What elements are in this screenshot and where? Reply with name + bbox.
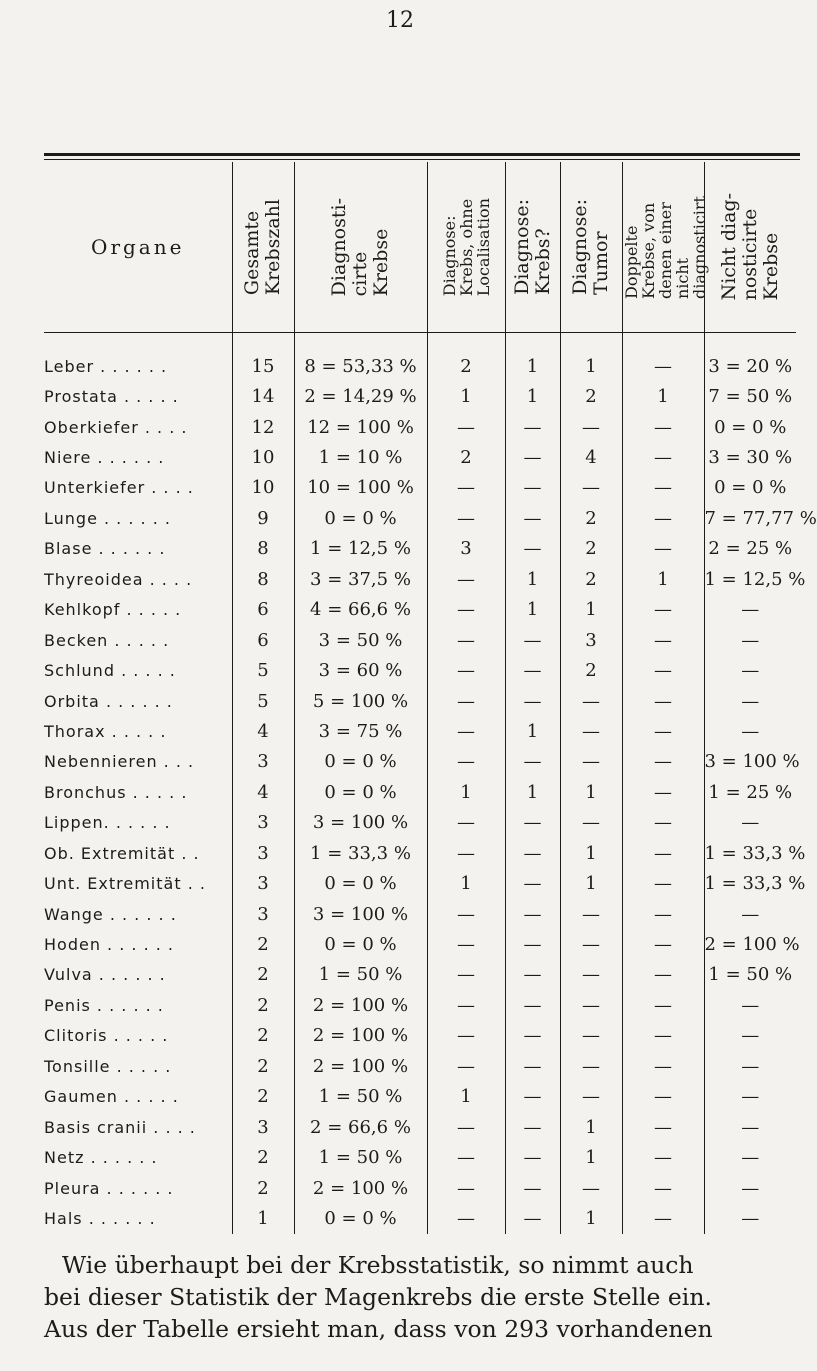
cell-diagnose-tumor: —	[560, 929, 622, 959]
page-number: 12	[386, 8, 414, 33]
cell-diagnose-krebs-fraglich: 1	[505, 716, 560, 746]
table-row	[44, 655, 796, 685]
cell-diagnose-tumor: 1	[560, 1142, 622, 1172]
header-diagnose-ohne-localisation-label: Diagnose: Krebs, ohne Localisation	[439, 197, 493, 297]
cell-gesamte-krebszahl: 2	[232, 1142, 294, 1172]
cell-nicht-diagnosticirte-krebse: —	[704, 1021, 796, 1051]
cell-diagnosticirte-krebse: 1 = 50 %	[294, 960, 427, 990]
cell-organ: Kehlkopf . . . . .	[44, 600, 182, 620]
cell-nicht-diagnosticirte-krebse: —	[704, 1082, 796, 1112]
cell-diagnosticirte-krebse: 0 = 0 %	[294, 1203, 427, 1233]
cell-diagnose-ohne-localisation: —	[427, 595, 505, 625]
cell-organ: Tonsille . . . . .	[44, 1056, 172, 1076]
cell-diagnose-krebs-fraglich: —	[505, 1082, 560, 1112]
cell-doppelte-krebse: —	[622, 442, 704, 472]
cell-doppelte-krebse: —	[622, 899, 704, 929]
table-row	[44, 564, 796, 594]
cell-nicht-diagnosticirte-krebse: 3 = 100 %	[704, 747, 796, 777]
cell-diagnose-ohne-localisation: —	[427, 564, 505, 594]
cell-diagnosticirte-krebse: 8 = 53,33 %	[294, 333, 427, 382]
cell-diagnose-ohne-localisation: 1	[427, 381, 505, 411]
cell-doppelte-krebse: —	[622, 716, 704, 746]
cell-diagnose-krebs-fraglich: —	[505, 899, 560, 929]
cell-gesamte-krebszahl: 2	[232, 929, 294, 959]
table-body	[44, 333, 817, 1234]
cell-diagnose-krebs-fraglich: —	[505, 442, 560, 472]
cell-diagnose-krebs-fraglich: 1	[505, 381, 560, 411]
table-row	[44, 838, 796, 868]
cell-diagnose-krebs-fraglich: —	[505, 503, 560, 533]
cell-diagnosticirte-krebse: 3 = 100 %	[294, 899, 427, 929]
cell-diagnose-tumor: 3	[560, 625, 622, 655]
cell-diagnosticirte-krebse: 1 = 10 %	[294, 442, 427, 472]
cell-gesamte-krebszahl: 1	[232, 1203, 294, 1233]
cell-nicht-diagnosticirte-krebse: —	[704, 686, 796, 716]
cell-nicht-diagnosticirte-krebse: —	[704, 1051, 796, 1081]
header-diagnosticirte-krebse	[294, 162, 427, 333]
cell-diagnose-tumor: 4	[560, 442, 622, 472]
table-top-rule-thin	[44, 159, 800, 160]
table-row	[44, 1173, 796, 1203]
cell-doppelte-krebse: —	[622, 686, 704, 716]
table-row	[44, 747, 796, 777]
cell-organ: Oberkiefer . . . .	[44, 417, 188, 437]
cell-doppelte-krebse: —	[622, 595, 704, 625]
header-organe-label: Organe	[91, 235, 185, 259]
table-row	[44, 929, 796, 959]
cell-diagnose-tumor: —	[560, 1021, 622, 1051]
cell-gesamte-krebszahl: 9	[232, 503, 294, 533]
cell-diagnose-tumor: —	[560, 1051, 622, 1081]
cell-diagnose-tumor: —	[560, 990, 622, 1020]
cell-diagnosticirte-krebse: 0 = 0 %	[294, 929, 427, 959]
cell-nicht-diagnosticirte-krebse: 3 = 20 %	[704, 333, 796, 382]
cell-nicht-diagnosticirte-krebse: 1 = 25 %	[704, 777, 796, 807]
cell-organ: Hals . . . . . .	[44, 1208, 156, 1228]
cell-diagnose-krebs-fraglich: —	[505, 655, 560, 685]
cell-diagnosticirte-krebse: 0 = 0 %	[294, 503, 427, 533]
cell-diagnose-tumor: 2	[560, 381, 622, 411]
cell-diagnosticirte-krebse: 3 = 37,5 %	[294, 564, 427, 594]
cell-gesamte-krebszahl: 5	[232, 655, 294, 685]
paragraph-line-2: bei dieser Statistik der Magenkrebs die erste Stelle ein.	[44, 1283, 712, 1311]
cell-gesamte-krebszahl: 6	[232, 625, 294, 655]
cell-organ: Ob. Extremität . .	[44, 843, 200, 863]
cell-organ: Vulva . . . . . .	[44, 965, 166, 985]
cell-diagnosticirte-krebse: 0 = 0 %	[294, 747, 427, 777]
cell-doppelte-krebse: —	[622, 1112, 704, 1142]
cell-diagnosticirte-krebse: 2 = 100 %	[294, 1051, 427, 1081]
cell-organ: Pleura . . . . . .	[44, 1178, 174, 1198]
cell-diagnose-ohne-localisation: 1	[427, 1082, 505, 1112]
cell-gesamte-krebszahl: 2	[232, 1051, 294, 1081]
header-diagnose-tumor-label: Diagnose: Tumor	[569, 199, 612, 295]
cell-doppelte-krebse: —	[622, 1142, 704, 1172]
cell-diagnose-ohne-localisation: —	[427, 1203, 505, 1233]
cell-diagnose-tumor: —	[560, 1173, 622, 1203]
cell-diagnose-tumor: —	[560, 960, 622, 990]
cell-diagnose-krebs-fraglich: —	[505, 1173, 560, 1203]
cell-diagnose-tumor: 1	[560, 595, 622, 625]
cell-diagnose-ohne-localisation: —	[427, 1173, 505, 1203]
cell-doppelte-krebse: —	[622, 333, 704, 382]
cell-organ: Leber . . . . . .	[44, 356, 168, 376]
cell-diagnose-ohne-localisation: —	[427, 899, 505, 929]
cell-diagnose-tumor: 2	[560, 534, 622, 564]
cell-diagnosticirte-krebse: 1 = 12,5 %	[294, 534, 427, 564]
cell-organ: Wange . . . . . .	[44, 904, 177, 924]
cell-gesamte-krebszahl: 10	[232, 473, 294, 503]
cell-doppelte-krebse: —	[622, 473, 704, 503]
table-row	[44, 1203, 796, 1233]
cell-gesamte-krebszahl: 4	[232, 716, 294, 746]
cell-diagnose-krebs-fraglich: —	[505, 960, 560, 990]
cell-organ: Hoden . . . . . .	[44, 935, 174, 955]
table-row	[44, 473, 796, 503]
table-row	[44, 686, 796, 716]
cell-nicht-diagnosticirte-krebse: —	[704, 1112, 796, 1142]
cell-doppelte-krebse: —	[622, 990, 704, 1020]
cell-nicht-diagnosticirte-krebse: —	[704, 1173, 796, 1203]
cell-nicht-diagnosticirte-krebse: 7 = 77,77 %	[704, 503, 796, 533]
cell-diagnosticirte-krebse: 0 = 0 %	[294, 777, 427, 807]
cell-diagnose-ohne-localisation: —	[427, 747, 505, 777]
table-header-row	[44, 162, 796, 333]
cell-nicht-diagnosticirte-krebse: 0 = 0 %	[704, 473, 796, 503]
cell-diagnosticirte-krebse: 3 = 60 %	[294, 655, 427, 685]
cell-gesamte-krebszahl: 2	[232, 1173, 294, 1203]
cell-gesamte-krebszahl: 2	[232, 990, 294, 1020]
table-row	[44, 442, 796, 472]
cell-diagnose-tumor: 1	[560, 1112, 622, 1142]
cell-nicht-diagnosticirte-krebse: —	[704, 1203, 796, 1233]
cell-nicht-diagnosticirte-krebse: 1 = 50 %	[704, 960, 796, 990]
cell-diagnose-ohne-localisation: —	[427, 990, 505, 1020]
cell-diagnosticirte-krebse: 12 = 100 %	[294, 412, 427, 442]
cell-gesamte-krebszahl: 3	[232, 747, 294, 777]
cell-organ: Nebennieren . . .	[44, 752, 195, 772]
table-row	[44, 990, 796, 1020]
cell-diagnose-ohne-localisation: —	[427, 1051, 505, 1081]
paragraph-line-3: Aus der Tabelle ersieht man, dass von 293 vorhandenen	[44, 1315, 713, 1343]
table-top-rule	[44, 153, 800, 156]
table-row	[44, 960, 796, 990]
cell-diagnose-krebs-fraglich: —	[505, 838, 560, 868]
cell-doppelte-krebse: —	[622, 625, 704, 655]
cell-gesamte-krebszahl: 3	[232, 1112, 294, 1142]
cell-diagnose-krebs-fraglich: —	[505, 534, 560, 564]
cell-doppelte-krebse: —	[622, 655, 704, 685]
cell-diagnosticirte-krebse: 1 = 33,3 %	[294, 838, 427, 868]
table-row	[44, 534, 796, 564]
cell-doppelte-krebse: —	[622, 868, 704, 898]
cell-gesamte-krebszahl: 2	[232, 1082, 294, 1112]
cell-organ: Unt. Extremität . .	[44, 874, 206, 894]
cell-organ: Becken . . . . .	[44, 630, 170, 650]
header-diagnose-tumor	[560, 162, 622, 333]
cell-nicht-diagnosticirte-krebse: 0 = 0 %	[704, 412, 796, 442]
cell-organ: Niere . . . . . .	[44, 448, 165, 468]
cell-diagnose-ohne-localisation: —	[427, 625, 505, 655]
cell-diagnose-tumor: 1	[560, 333, 622, 382]
cell-doppelte-krebse: —	[622, 1082, 704, 1112]
cell-diagnose-ohne-localisation: —	[427, 716, 505, 746]
cell-gesamte-krebszahl: 2	[232, 1021, 294, 1051]
cell-diagnose-ohne-localisation: 1	[427, 868, 505, 898]
cell-gesamte-krebszahl: 8	[232, 564, 294, 594]
cell-diagnosticirte-krebse: 4 = 66,6 %	[294, 595, 427, 625]
cell-doppelte-krebse: —	[622, 929, 704, 959]
cell-organ: Gaumen . . . . .	[44, 1087, 179, 1107]
cell-nicht-diagnosticirte-krebse: —	[704, 808, 796, 838]
cell-organ: Clitoris . . . . .	[44, 1026, 169, 1046]
table-row	[44, 808, 796, 838]
cell-gesamte-krebszahl: 3	[232, 838, 294, 868]
cell-organ: Lippen. . . . . .	[44, 813, 171, 833]
cell-organ: Penis . . . . . .	[44, 995, 164, 1015]
cell-diagnose-ohne-localisation: —	[427, 1142, 505, 1172]
cell-organ: Orbita . . . . . .	[44, 691, 173, 711]
table-row	[44, 868, 796, 898]
header-diagnosticirte-krebse-label: Diagnosti- cirte Krebse	[328, 197, 392, 297]
cell-gesamte-krebszahl: 14	[232, 381, 294, 411]
body-paragraph	[44, 1249, 784, 1345]
cell-diagnose-ohne-localisation: —	[427, 838, 505, 868]
cell-gesamte-krebszahl: 8	[232, 534, 294, 564]
cell-organ: Schlund . . . . .	[44, 661, 176, 681]
cell-diagnose-krebs-fraglich: 1	[505, 777, 560, 807]
cell-diagnose-ohne-localisation: 3	[427, 534, 505, 564]
cell-gesamte-krebszahl: 3	[232, 868, 294, 898]
cell-organ: Prostata . . . . .	[44, 387, 179, 407]
cell-doppelte-krebse: —	[622, 747, 704, 777]
cell-gesamte-krebszahl: 15	[232, 333, 294, 382]
cell-gesamte-krebszahl: 12	[232, 412, 294, 442]
cell-diagnose-ohne-localisation: —	[427, 1021, 505, 1051]
cell-diagnose-krebs-fraglich: —	[505, 808, 560, 838]
cell-diagnose-tumor: 1	[560, 868, 622, 898]
cell-diagnose-ohne-localisation: —	[427, 503, 505, 533]
cell-diagnose-tumor: —	[560, 412, 622, 442]
cell-organ: Netz . . . . . .	[44, 1148, 158, 1168]
cell-nicht-diagnosticirte-krebse: —	[704, 595, 796, 625]
header-organe	[44, 162, 232, 333]
header-nicht-diagnosticirte-krebse-label: Nicht diag- nosticirte Krebse	[717, 193, 782, 301]
cell-diagnose-krebs-fraglich: —	[505, 1142, 560, 1172]
cell-diagnose-krebs-fraglich: —	[505, 1021, 560, 1051]
cell-nicht-diagnosticirte-krebse: 1 = 33,3 %	[704, 838, 796, 868]
header-nicht-diagnosticirte-krebse	[704, 162, 796, 333]
cell-diagnose-ohne-localisation: —	[427, 473, 505, 503]
cell-diagnose-krebs-fraglich: —	[505, 625, 560, 655]
cell-diagnosticirte-krebse: 3 = 50 %	[294, 625, 427, 655]
cell-nicht-diagnosticirte-krebse: —	[704, 625, 796, 655]
cell-diagnose-tumor: —	[560, 1082, 622, 1112]
cell-diagnose-krebs-fraglich: 1	[505, 564, 560, 594]
cell-diagnose-krebs-fraglich: —	[505, 473, 560, 503]
cell-nicht-diagnosticirte-krebse: —	[704, 899, 796, 929]
cell-organ: Lunge . . . . . .	[44, 508, 171, 528]
paragraph-line-1: Wie überhaupt bei der Krebsstatistik, so nimmt auch	[62, 1251, 694, 1279]
cell-diagnose-tumor: —	[560, 747, 622, 777]
cell-diagnose-krebs-fraglich: —	[505, 929, 560, 959]
cell-gesamte-krebszahl: 2	[232, 960, 294, 990]
cell-diagnose-ohne-localisation: —	[427, 412, 505, 442]
cell-diagnose-ohne-localisation: 2	[427, 333, 505, 382]
cell-diagnosticirte-krebse: 1 = 50 %	[294, 1142, 427, 1172]
cell-gesamte-krebszahl: 10	[232, 442, 294, 472]
cell-nicht-diagnosticirte-krebse: 1 = 33,3 %	[704, 868, 796, 898]
cell-diagnose-tumor: 2	[560, 503, 622, 533]
cell-nicht-diagnosticirte-krebse: 2 = 25 %	[704, 534, 796, 564]
table-row	[44, 1112, 796, 1142]
cell-diagnose-ohne-localisation: —	[427, 808, 505, 838]
cell-doppelte-krebse: —	[622, 1203, 704, 1233]
cell-organ: Thyreoidea . . . .	[44, 569, 193, 589]
cell-diagnose-tumor: —	[560, 686, 622, 716]
cell-nicht-diagnosticirte-krebse: —	[704, 990, 796, 1020]
cell-nicht-diagnosticirte-krebse: 1 = 12,5 %	[704, 564, 796, 594]
table-row	[44, 625, 796, 655]
header-diagnose-krebs-fraglich-label: Diagnose: Krebs?	[510, 199, 554, 295]
cell-diagnose-krebs-fraglich: 1	[505, 595, 560, 625]
cell-organ: Basis cranii . . . .	[44, 1117, 196, 1137]
table-row	[44, 381, 796, 411]
cell-diagnose-ohne-localisation: 1	[427, 777, 505, 807]
cell-diagnose-tumor: —	[560, 473, 622, 503]
table-row	[44, 716, 796, 746]
cell-doppelte-krebse: —	[622, 808, 704, 838]
cell-diagnose-krebs-fraglich: —	[505, 990, 560, 1020]
cell-diagnose-tumor: —	[560, 716, 622, 746]
cell-diagnose-ohne-localisation: —	[427, 960, 505, 990]
cell-diagnose-tumor: 1	[560, 838, 622, 868]
header-doppelte-krebse-label: Doppelte Krebse, von denen einer nicht diagnosticirt	[621, 195, 709, 299]
cell-organ: Thorax . . . . .	[44, 721, 167, 741]
cell-doppelte-krebse: —	[622, 534, 704, 564]
cell-diagnose-ohne-localisation: —	[427, 655, 505, 685]
cell-diagnose-tumor: 1	[560, 1203, 622, 1233]
header-doppelte-krebse	[621, 162, 709, 333]
cell-diagnose-krebs-fraglich: —	[505, 1112, 560, 1142]
cell-diagnose-tumor: —	[560, 808, 622, 838]
table-row	[44, 1021, 796, 1051]
cell-gesamte-krebszahl: 6	[232, 595, 294, 625]
cell-diagnose-krebs-fraglich: —	[505, 412, 560, 442]
cell-diagnose-tumor: 2	[560, 564, 622, 594]
cell-diagnosticirte-krebse: 3 = 75 %	[294, 716, 427, 746]
cell-doppelte-krebse: —	[622, 1021, 704, 1051]
header-gesamte-krebszahl	[232, 162, 294, 333]
cell-nicht-diagnosticirte-krebse: —	[704, 1142, 796, 1172]
header-gesamte-krebszahl-label: Gesamte Krebszahl	[241, 198, 284, 296]
cell-diagnose-ohne-localisation: —	[427, 686, 505, 716]
header-diagnose-krebs-fraglich	[505, 162, 560, 333]
cell-doppelte-krebse: —	[622, 1173, 704, 1203]
cell-diagnose-tumor: 1	[560, 777, 622, 807]
table-row	[44, 1051, 796, 1081]
cell-diagnose-krebs-fraglich: 1	[505, 333, 560, 382]
cell-doppelte-krebse: 1	[622, 381, 704, 411]
cell-gesamte-krebszahl: 3	[232, 808, 294, 838]
cell-doppelte-krebse: —	[622, 960, 704, 990]
cell-diagnosticirte-krebse: 1 = 50 %	[294, 1082, 427, 1112]
table-row	[44, 777, 796, 807]
cell-gesamte-krebszahl: 3	[232, 899, 294, 929]
cell-gesamte-krebszahl: 4	[232, 777, 294, 807]
table-row	[44, 412, 796, 442]
cell-diagnose-krebs-fraglich: —	[505, 747, 560, 777]
cell-organ: Bronchus . . . . .	[44, 782, 188, 802]
cell-diagnosticirte-krebse: 0 = 0 %	[294, 868, 427, 898]
cell-diagnose-ohne-localisation: —	[427, 929, 505, 959]
header-diagnose-ohne-localisation	[427, 162, 505, 333]
cell-gesamte-krebszahl: 5	[232, 686, 294, 716]
cell-diagnose-tumor: —	[560, 899, 622, 929]
cell-doppelte-krebse: 1	[622, 564, 704, 594]
cell-diagnose-ohne-localisation: 2	[427, 442, 505, 472]
cell-diagnose-ohne-localisation: —	[427, 1112, 505, 1142]
cell-diagnosticirte-krebse: 2 = 14,29 %	[294, 381, 427, 411]
cell-diagnosticirte-krebse: 2 = 100 %	[294, 990, 427, 1020]
table-row	[44, 1082, 796, 1112]
cell-doppelte-krebse: —	[622, 503, 704, 533]
cell-diagnosticirte-krebse: 2 = 100 %	[294, 1173, 427, 1203]
table-row	[44, 503, 796, 533]
cell-organ: Unterkiefer . . . .	[44, 478, 194, 498]
cell-doppelte-krebse: —	[622, 412, 704, 442]
cell-diagnosticirte-krebse: 3 = 100 %	[294, 808, 427, 838]
cell-organ: Blase . . . . . .	[44, 539, 166, 559]
table-row	[44, 1142, 796, 1172]
table-row	[44, 333, 796, 382]
cell-nicht-diagnosticirte-krebse: 3 = 30 %	[704, 442, 796, 472]
cell-diagnose-krebs-fraglich: —	[505, 686, 560, 716]
table-row	[44, 595, 796, 625]
cell-diagnosticirte-krebse: 2 = 100 %	[294, 1021, 427, 1051]
cell-diagnosticirte-krebse: 2 = 66,6 %	[294, 1112, 427, 1142]
cell-diagnose-krebs-fraglich: —	[505, 1051, 560, 1081]
cell-nicht-diagnosticirte-krebse: —	[704, 655, 796, 685]
cell-diagnose-krebs-fraglich: —	[505, 868, 560, 898]
cancer-statistics-table	[44, 162, 817, 1234]
table-row	[44, 899, 796, 929]
cell-nicht-diagnosticirte-krebse: 7 = 50 %	[704, 381, 796, 411]
cell-doppelte-krebse: —	[622, 1051, 704, 1081]
cell-diagnosticirte-krebse: 5 = 100 %	[294, 686, 427, 716]
cell-nicht-diagnosticirte-krebse: 2 = 100 %	[704, 929, 796, 959]
cell-diagnose-tumor: 2	[560, 655, 622, 685]
cell-doppelte-krebse: —	[622, 777, 704, 807]
cell-diagnose-krebs-fraglich: —	[505, 1203, 560, 1233]
cell-diagnosticirte-krebse: 10 = 100 %	[294, 473, 427, 503]
cell-nicht-diagnosticirte-krebse: —	[704, 716, 796, 746]
cell-doppelte-krebse: —	[622, 838, 704, 868]
